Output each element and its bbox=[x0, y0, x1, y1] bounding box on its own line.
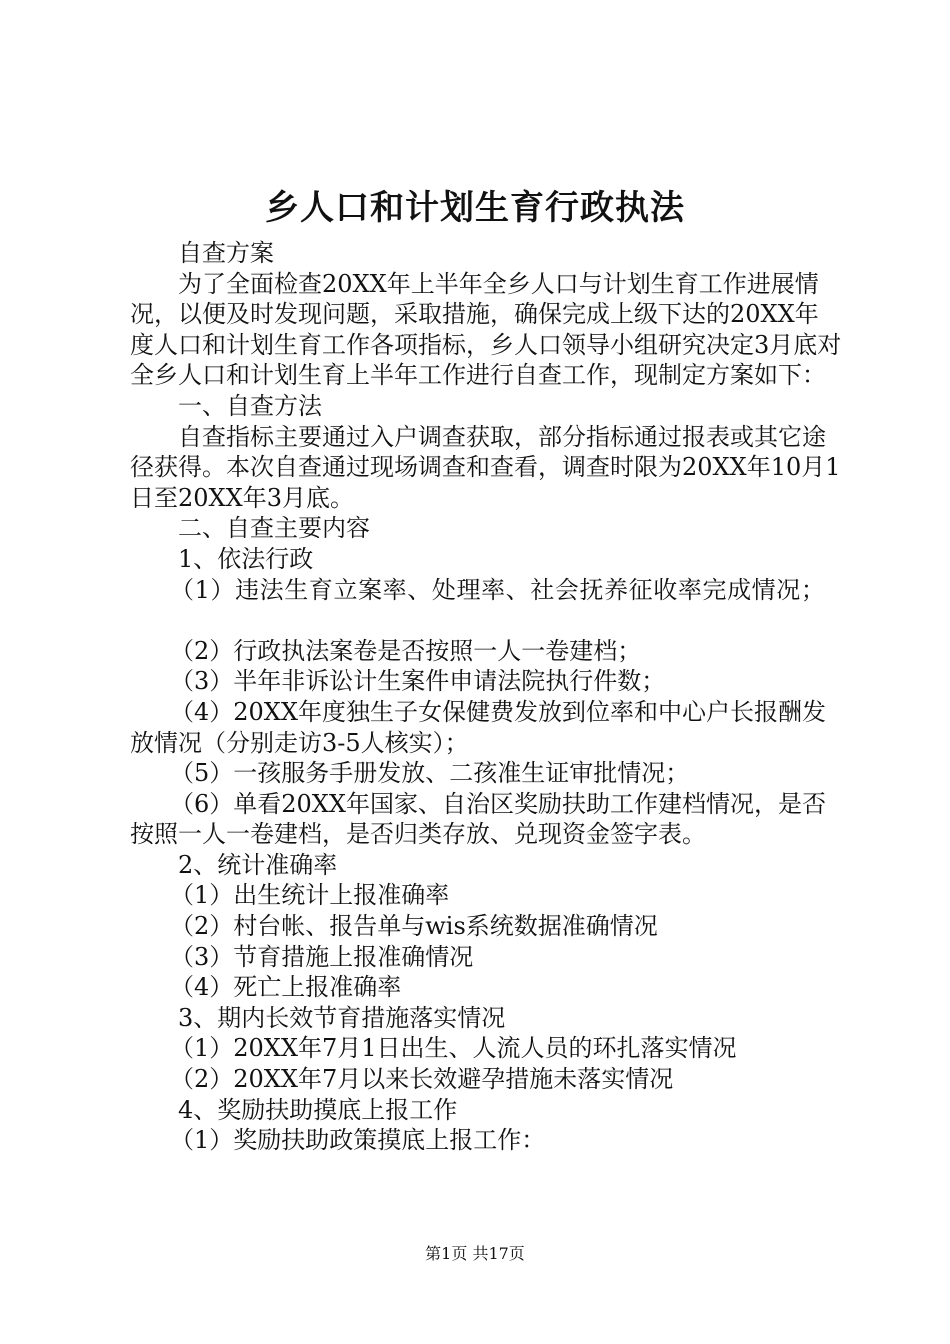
list-item: （6）单看20XX年国家、自治区奖励扶助工作建档情况，是否按照一人一卷建档，是否归类存放、兑现资金签字表。 bbox=[130, 789, 826, 849]
list-item: （3）半年非诉讼计生案件申请法院执行件数； bbox=[170, 667, 666, 696]
list-item: （1）20XX年7月1日出生、人流人员的环扎落实情况 bbox=[170, 1034, 737, 1063]
subtitle: 自查方案 bbox=[178, 239, 274, 267]
subsection-2-2-heading: 2、统计准确率 bbox=[178, 850, 338, 879]
list-item: （3）节育措施上报准确情况 bbox=[170, 942, 474, 971]
intro-paragraph: 为了全面检查20XX年上半年全乡人口与计划生育工作进展情况，以便及时发现问题，采取措施，确保完成上级下达的20XX年度人口和计划生育工作各项指标，乡人口领导小组研究决定3月底对全乡人口和计划生育上半年工作进行自查工作，现制定方案如下： bbox=[130, 269, 842, 390]
list-item: （1）违法生育立案率、处理率、社会抚养征收率完成情况； bbox=[170, 575, 826, 604]
document-title: 乡人口和计划生育行政执法 bbox=[265, 188, 685, 228]
page-footer: 第1页 共17页 bbox=[425, 1244, 525, 1263]
list-item: （4）20XX年度独生子女保健费发放到位率和中心户长报酬发放情况（分别走访3-5人核实）； bbox=[130, 697, 826, 757]
list-item: （2）20XX年7月以来长效避孕措施未落实情况 bbox=[170, 1065, 674, 1094]
section-1-heading: 一、自查方法 bbox=[178, 391, 322, 420]
list-item: （1）出生统计上报准确率 bbox=[170, 881, 450, 910]
list-item: （2）村台帐、报告单与wis系统数据准确情况 bbox=[170, 912, 658, 941]
list-item: （2）行政执法案卷是否按照一人一卷建档； bbox=[170, 636, 642, 665]
list-item: （5）一孩服务手册发放、二孩准生证审批情况； bbox=[170, 759, 690, 788]
subsection-2-4-heading: 4、奖励扶助摸底上报工作 bbox=[178, 1095, 458, 1124]
document-body bbox=[130, 238, 842, 1156]
section-1-body: 自查指标主要通过入户调查获取，部分指标通过报表或其它途径获得。本次自查通过现场调查和查看，调查时限为20XX年10月1日至20XX年3月底。 bbox=[130, 422, 841, 512]
list-item: （4）死亡上报准确率 bbox=[170, 973, 402, 1002]
subsection-2-3-heading: 3、期内长效节育措施落实情况 bbox=[178, 1003, 506, 1032]
subsection-2-1-heading: 1、依法行政 bbox=[178, 544, 314, 573]
blank-line bbox=[130, 605, 842, 636]
section-2-heading: 二、自查主要内容 bbox=[178, 514, 370, 543]
list-item: （1）奖励扶助政策摸底上报工作： bbox=[170, 1126, 546, 1155]
